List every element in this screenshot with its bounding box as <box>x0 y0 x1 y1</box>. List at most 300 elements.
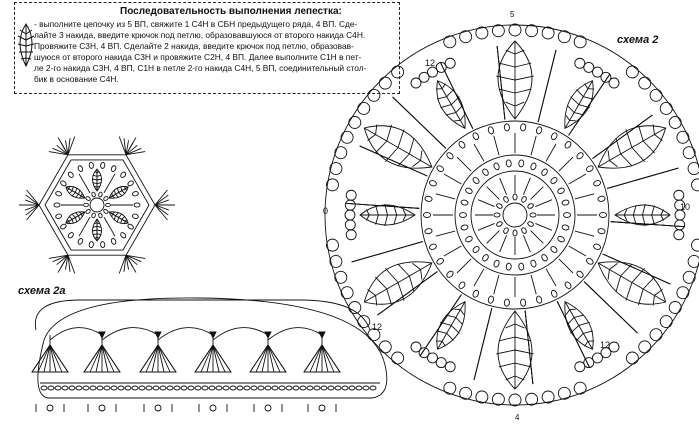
strip-chain-loop <box>258 386 264 390</box>
petal-scallop <box>368 89 380 101</box>
fan-stitch <box>352 242 423 262</box>
outer-chain-loop <box>597 196 605 202</box>
large-petal-stitch <box>499 63 515 67</box>
strip-chain-loop <box>104 386 110 390</box>
middle-stitch-spoke <box>474 269 484 286</box>
chain-loop <box>100 241 105 248</box>
stitch-spoke <box>79 217 90 236</box>
scheme-2a-strip <box>32 298 387 412</box>
fan-stitch <box>360 146 428 176</box>
fan-stitch <box>557 301 589 367</box>
between-petal-stitch <box>366 210 369 216</box>
middle-stitch-spoke <box>436 231 455 236</box>
petal-scallop <box>460 387 472 399</box>
petal-scallop <box>558 31 570 43</box>
middle-stitch-spoke <box>559 259 573 273</box>
strip-chain-loop <box>335 386 341 390</box>
chain-loop <box>134 203 140 207</box>
large-petal-stitch <box>515 63 531 67</box>
petal-scallop <box>677 131 689 143</box>
strip-chain-loop <box>55 386 61 390</box>
petal-scallop <box>476 391 488 403</box>
instruction-line-4: шуюся от второго накида С3Н и провяжите С2Н, 4 ВП. Далее выполните С1Н в пет- <box>34 52 362 62</box>
chain-loop-round <box>461 224 469 230</box>
large-petal-stitch <box>398 129 404 147</box>
small-petal-stitch <box>80 196 82 198</box>
center-chain-loop <box>85 196 91 202</box>
between-petal-stitch <box>451 325 459 333</box>
strip-chain-loop <box>293 386 299 390</box>
between-petal-stitch <box>437 331 447 333</box>
center-ring <box>90 198 104 212</box>
small-petal-stitch <box>117 218 119 223</box>
chain-loop-round <box>493 259 500 267</box>
outer-chain-loop <box>429 180 438 187</box>
large-petal-stitch <box>398 154 409 166</box>
between-petal-stitch <box>585 84 588 89</box>
petal-scallop <box>692 179 699 191</box>
center-chain-loop <box>98 192 103 198</box>
between-petal-stitch <box>633 205 636 215</box>
small-petal-stitch <box>114 190 115 194</box>
petal-scallop <box>379 77 391 89</box>
outer-chain-loop <box>424 196 432 202</box>
strip-chain-loop <box>125 386 131 390</box>
petal-scallop <box>379 341 391 353</box>
between-petal-stitch <box>567 105 574 112</box>
between-petal-stitch <box>661 210 664 216</box>
strip-chain-loop <box>307 386 313 390</box>
chain-loop-round <box>562 199 570 205</box>
petal-scallop <box>683 147 695 159</box>
chain-loop-round <box>518 160 524 168</box>
strip-connecting-arc <box>158 328 213 340</box>
large-petal-stitch <box>626 283 632 301</box>
strip-chain-loop <box>209 386 215 390</box>
between-petal-stitch <box>456 105 463 112</box>
between-petal-stitch <box>624 215 627 221</box>
strip-arrow-head <box>155 332 161 338</box>
small-petal-stitch <box>112 196 114 198</box>
strip-chain-loop <box>230 386 236 390</box>
strip-chain-loop <box>286 386 292 390</box>
inner-stitch-spoke <box>478 200 495 207</box>
strip-chain-loop <box>111 386 117 390</box>
petal-scallop <box>669 117 681 129</box>
middle-stitch-spoke <box>474 144 484 161</box>
chain-loop-round <box>557 187 565 195</box>
outer-chain-loop <box>585 165 594 173</box>
strip-chain-loop <box>328 386 334 390</box>
large-petal-stitch <box>608 270 609 280</box>
between-petal-stitch <box>566 115 569 120</box>
chain-loop-round <box>465 235 473 243</box>
petal-scallop <box>509 24 521 36</box>
strip-chain-loop <box>202 386 208 390</box>
outer-chain-loop <box>576 270 585 279</box>
chain-loop <box>60 180 67 187</box>
chain-loop <box>132 213 139 219</box>
center-chain-loop <box>513 194 517 200</box>
large-petal-stitch <box>643 277 654 289</box>
small-petal-stitch <box>72 214 75 218</box>
petal-scallop <box>335 271 347 283</box>
small-petal-stitch <box>75 194 78 197</box>
strip-chain-loop <box>342 386 348 390</box>
fan-stitch <box>474 308 492 380</box>
chain-loop-round <box>562 224 570 230</box>
chain-loop <box>100 162 105 169</box>
chain-loop-round <box>530 162 537 170</box>
small-petal-stitch <box>80 212 82 214</box>
strip-arrow-head <box>265 332 271 338</box>
strip-chain-loop <box>97 386 103 390</box>
outer-chain-loop <box>593 243 602 250</box>
chain-loop-round <box>460 213 467 218</box>
between-petal-stitch <box>576 333 583 340</box>
chain-loop-round <box>493 162 500 170</box>
middle-stitch-spoke <box>546 144 556 161</box>
petal-scallop <box>335 147 347 159</box>
large-petal-stitch <box>385 268 398 282</box>
petal-scallop <box>639 341 651 353</box>
chain-loop <box>120 232 127 239</box>
strip-chain-loop <box>139 386 145 390</box>
outer-chain-loop <box>429 243 438 250</box>
chain-loop <box>67 232 74 239</box>
outer-chain-loop <box>436 257 445 265</box>
outer-chain-loop <box>446 270 455 279</box>
strip-chain-loop <box>314 386 320 390</box>
large-petal-stitch <box>368 289 376 295</box>
outer-chain-loop <box>597 228 605 234</box>
petal-scallop <box>392 352 404 364</box>
large-petal-stitch <box>515 89 531 93</box>
fan-stitch <box>538 50 556 122</box>
large-petal-stitch <box>515 102 524 106</box>
between-petal-stitch <box>403 215 406 221</box>
petal-scallop <box>444 36 456 48</box>
strip-arrow-head <box>99 332 105 338</box>
stitch-spoke <box>104 217 115 236</box>
large-petal-stitch <box>421 150 422 160</box>
chain-loop-round <box>472 176 480 184</box>
between-petal-stitch <box>574 315 584 317</box>
large-petal-stitch <box>654 135 662 141</box>
strip-chain-loop <box>244 386 250 390</box>
strip-bottom-loop <box>319 405 325 411</box>
middle-stitch-spoke <box>531 275 536 294</box>
center-chain-loop <box>496 221 503 228</box>
small-petal-stitch <box>122 191 125 194</box>
strip-bottom-loop <box>99 405 105 411</box>
strip-fan-stitch <box>146 345 158 372</box>
strip-bottom-loop <box>155 405 161 411</box>
between-petal-stitch <box>446 113 456 115</box>
instruction-line-1: - выполните цепочку из 5 ВП, свяжите 1 С4Н в СБН предыдущего ряда, 4 ВП. Сде- <box>34 19 358 29</box>
outer-chain-loop <box>424 228 432 234</box>
small-petal-stitch <box>75 188 77 193</box>
petal-scallop <box>326 239 338 251</box>
middle-stitch-spoke <box>575 194 594 199</box>
between-petal-stitch <box>460 310 463 315</box>
large-petal-stitch <box>413 161 421 167</box>
center-chain-loop <box>521 227 528 234</box>
petal-scallop <box>650 89 662 101</box>
middle-stitch-spoke <box>494 275 499 294</box>
petal-scallop <box>492 393 504 405</box>
outer-chain-loop <box>564 281 572 290</box>
strip-chain-loop <box>90 386 96 390</box>
outer-chain-loop <box>536 295 543 303</box>
small-petal-stitch <box>79 190 80 194</box>
chain-loop <box>67 171 74 178</box>
row-number-bottom-left: 12 <box>372 322 383 332</box>
outer-chain-loop <box>458 281 466 290</box>
strip-top-arc <box>35 300 370 330</box>
strip-bottom-loop <box>210 405 216 411</box>
large-petal-stitch <box>496 350 515 354</box>
between-petal-stitch <box>442 84 445 89</box>
inner-stitch-spoke <box>535 200 552 207</box>
between-petal-stitch <box>661 215 664 221</box>
between-petal-stitch <box>403 210 406 216</box>
petal-scallop <box>683 271 695 283</box>
large-petal-stitch <box>413 263 421 269</box>
strip-chain-loop <box>174 386 180 390</box>
strip-fan-stitch <box>322 345 334 372</box>
stitch-spoke <box>79 174 90 193</box>
middle-stitch-spoke <box>457 157 471 171</box>
strip-chain-loop <box>223 386 229 390</box>
strip-chain-loop <box>76 386 82 390</box>
middle-stitch-spoke <box>569 174 586 184</box>
small-petal-stitch <box>114 216 115 220</box>
petal-scallop <box>660 316 672 328</box>
petal-scallop <box>574 36 586 48</box>
strip-chain-loop <box>69 386 75 390</box>
large-petal-stitch <box>515 324 524 328</box>
large-petal-stitch <box>616 276 621 292</box>
inner-stitch-spoke <box>523 235 530 252</box>
row-number-bottom-right: 12 <box>600 340 611 350</box>
between-scallop <box>411 342 421 352</box>
row-number-bottom-petal: 4 <box>515 413 520 422</box>
large-petal-stitch <box>515 50 524 54</box>
petal-scallop <box>558 387 570 399</box>
between-scallop <box>345 210 355 220</box>
large-petal-stitch <box>621 154 632 166</box>
strip-chain-loop <box>160 386 166 390</box>
inner-stitch-spoke <box>487 187 500 200</box>
middle-stitch-spoke <box>569 246 586 256</box>
strip-fan-stitch <box>310 345 322 372</box>
petal-scallop <box>526 393 538 405</box>
large-petal-stitch <box>506 102 515 106</box>
chain-loop-round <box>557 235 565 243</box>
center-ring <box>503 203 527 227</box>
chain-loop-round <box>481 254 489 263</box>
strip-chain-loop <box>272 386 278 390</box>
row-number-top: 12 <box>425 58 436 68</box>
large-petal-stitch <box>499 89 515 93</box>
between-petal-stitch <box>442 341 445 346</box>
fan-stitch <box>593 115 653 159</box>
between-petal-stitch <box>385 215 388 226</box>
small-petal-stitch <box>119 193 122 197</box>
strip-chain-loop <box>181 386 187 390</box>
large-petal-stitch <box>654 289 662 295</box>
chain-loop-round <box>481 168 489 177</box>
fan-stitch <box>378 271 438 315</box>
inner-stitch-spoke <box>535 223 552 230</box>
between-petal-stitch <box>456 317 463 324</box>
chain-loop-round <box>550 245 558 253</box>
small-petal-stitch <box>75 218 77 223</box>
small-petal-stitch <box>115 194 118 197</box>
petal-scallop <box>669 302 681 314</box>
strip-connecting-arc <box>50 328 102 340</box>
strip-chain-loop <box>216 386 222 390</box>
row-number-left: 0 <box>323 206 329 216</box>
petal-scallop <box>349 117 361 129</box>
between-scallop <box>674 230 684 240</box>
instruction-line-2: лайте 3 накида, введите крючок под петлю, образовавшуюся от второго накида С4Н. <box>34 30 366 40</box>
between-scallop <box>609 78 619 88</box>
center-chain-loop <box>106 203 111 206</box>
large-petal-stitch <box>496 76 515 80</box>
outer-chain-loop <box>488 295 495 303</box>
petal-scallop <box>660 102 672 114</box>
fan-stitch <box>345 203 419 208</box>
between-petal-stitch <box>583 97 593 99</box>
petal-scallop <box>677 287 689 299</box>
large-petal-stitch <box>409 138 414 154</box>
large-petal-stitch <box>632 148 645 162</box>
between-scallop <box>674 190 684 200</box>
small-petal-stitch <box>75 213 78 216</box>
fan-stitch <box>607 168 678 188</box>
petal-scallop <box>341 287 353 299</box>
large-petal-stitch <box>387 289 392 305</box>
small-petal-stitch <box>112 212 114 214</box>
between-petal-stitch <box>447 333 454 340</box>
chain-loop-round <box>506 263 512 271</box>
strip-chain-loop <box>48 386 54 390</box>
chain-loop <box>127 223 134 230</box>
fan-stitch <box>611 222 685 227</box>
chain-loop <box>110 238 116 245</box>
chain-loop <box>89 162 94 169</box>
large-petal-stitch <box>621 264 632 276</box>
strip-bottom-loop <box>265 405 271 411</box>
petal-scallop <box>639 77 651 89</box>
small-petal-stitch <box>119 214 122 218</box>
middle-stitch-spoke <box>546 269 556 286</box>
strip-bottom-loop <box>47 405 53 411</box>
strip-connecting-arc <box>268 328 322 340</box>
strip-chain-loop <box>279 386 285 390</box>
strip-fan-stitch <box>201 345 213 372</box>
strip-chain-loop <box>363 386 369 390</box>
chain-loop <box>110 165 116 172</box>
petal-scallop <box>326 179 338 191</box>
petal-scallop <box>330 255 342 267</box>
petal-scallop <box>341 131 353 143</box>
petal-scallop <box>542 391 554 403</box>
petal-scallop <box>626 66 638 78</box>
strip-chain-loop <box>251 386 257 390</box>
chain-loop-round <box>465 187 473 195</box>
outer-chain-loop <box>520 124 526 132</box>
petal-scallop <box>392 66 404 78</box>
large-petal-stitch <box>506 324 515 328</box>
large-petal-stitch <box>643 141 654 153</box>
strip-chain-loop <box>146 386 152 390</box>
large-petal-stitch <box>609 263 617 269</box>
large-petal-stitch <box>638 289 643 305</box>
large-petal-stitch <box>515 350 534 354</box>
chain-loop-round <box>550 176 558 184</box>
large-petal-stitch <box>421 270 422 280</box>
large-petal-stitch <box>515 337 531 341</box>
scheme-2a-label: схема 2а <box>18 285 66 297</box>
petal-scallop <box>444 382 456 394</box>
center-chain-loop <box>91 213 96 219</box>
outer-chain-loop <box>520 299 526 307</box>
strip-chain-loop <box>356 386 362 390</box>
outer-chain-loop <box>458 140 466 149</box>
strip-chain-loop <box>167 386 173 390</box>
strip-chain-loop <box>153 386 159 390</box>
large-doily-scheme <box>325 24 699 406</box>
center-chain-loop <box>84 203 89 206</box>
between-petal-stitch <box>451 97 459 105</box>
small-petal-stitch <box>122 216 125 219</box>
strip-chain-loop <box>132 386 138 390</box>
chain-loop <box>89 241 94 248</box>
between-petal-stitch <box>366 215 369 221</box>
small-petal-stitch <box>115 213 118 216</box>
between-petal-stitch <box>624 210 627 216</box>
chain-loop <box>54 203 60 207</box>
chain-loop-round <box>461 199 469 205</box>
fan-stitch <box>440 62 472 128</box>
strip-chain-loop <box>83 386 89 390</box>
petal-scallop <box>692 239 699 251</box>
scheme-2-label: схема 2 <box>617 34 659 46</box>
center-chain-loop <box>103 209 109 215</box>
leaf-petal-icon <box>18 24 34 66</box>
strip-fan-stitch <box>213 345 225 372</box>
center-chain-loop <box>494 213 500 217</box>
chain-loop-round <box>472 245 480 253</box>
between-petal-stitch <box>652 215 655 225</box>
between-scallop <box>575 58 585 68</box>
middle-stitch-spoke <box>444 174 461 184</box>
chain-loop <box>77 165 83 172</box>
small-petal-stitch <box>69 191 72 194</box>
strip-chain-loop <box>62 386 68 390</box>
small-petal-stitch <box>117 188 119 193</box>
between-scallop <box>346 190 356 200</box>
small-petal-stitch <box>72 193 75 197</box>
stitch-spoke <box>104 174 115 193</box>
between-petal-stitch <box>579 322 590 325</box>
center-chain-loop <box>527 221 534 228</box>
between-scallop <box>346 230 356 240</box>
chain-loop <box>55 213 62 219</box>
